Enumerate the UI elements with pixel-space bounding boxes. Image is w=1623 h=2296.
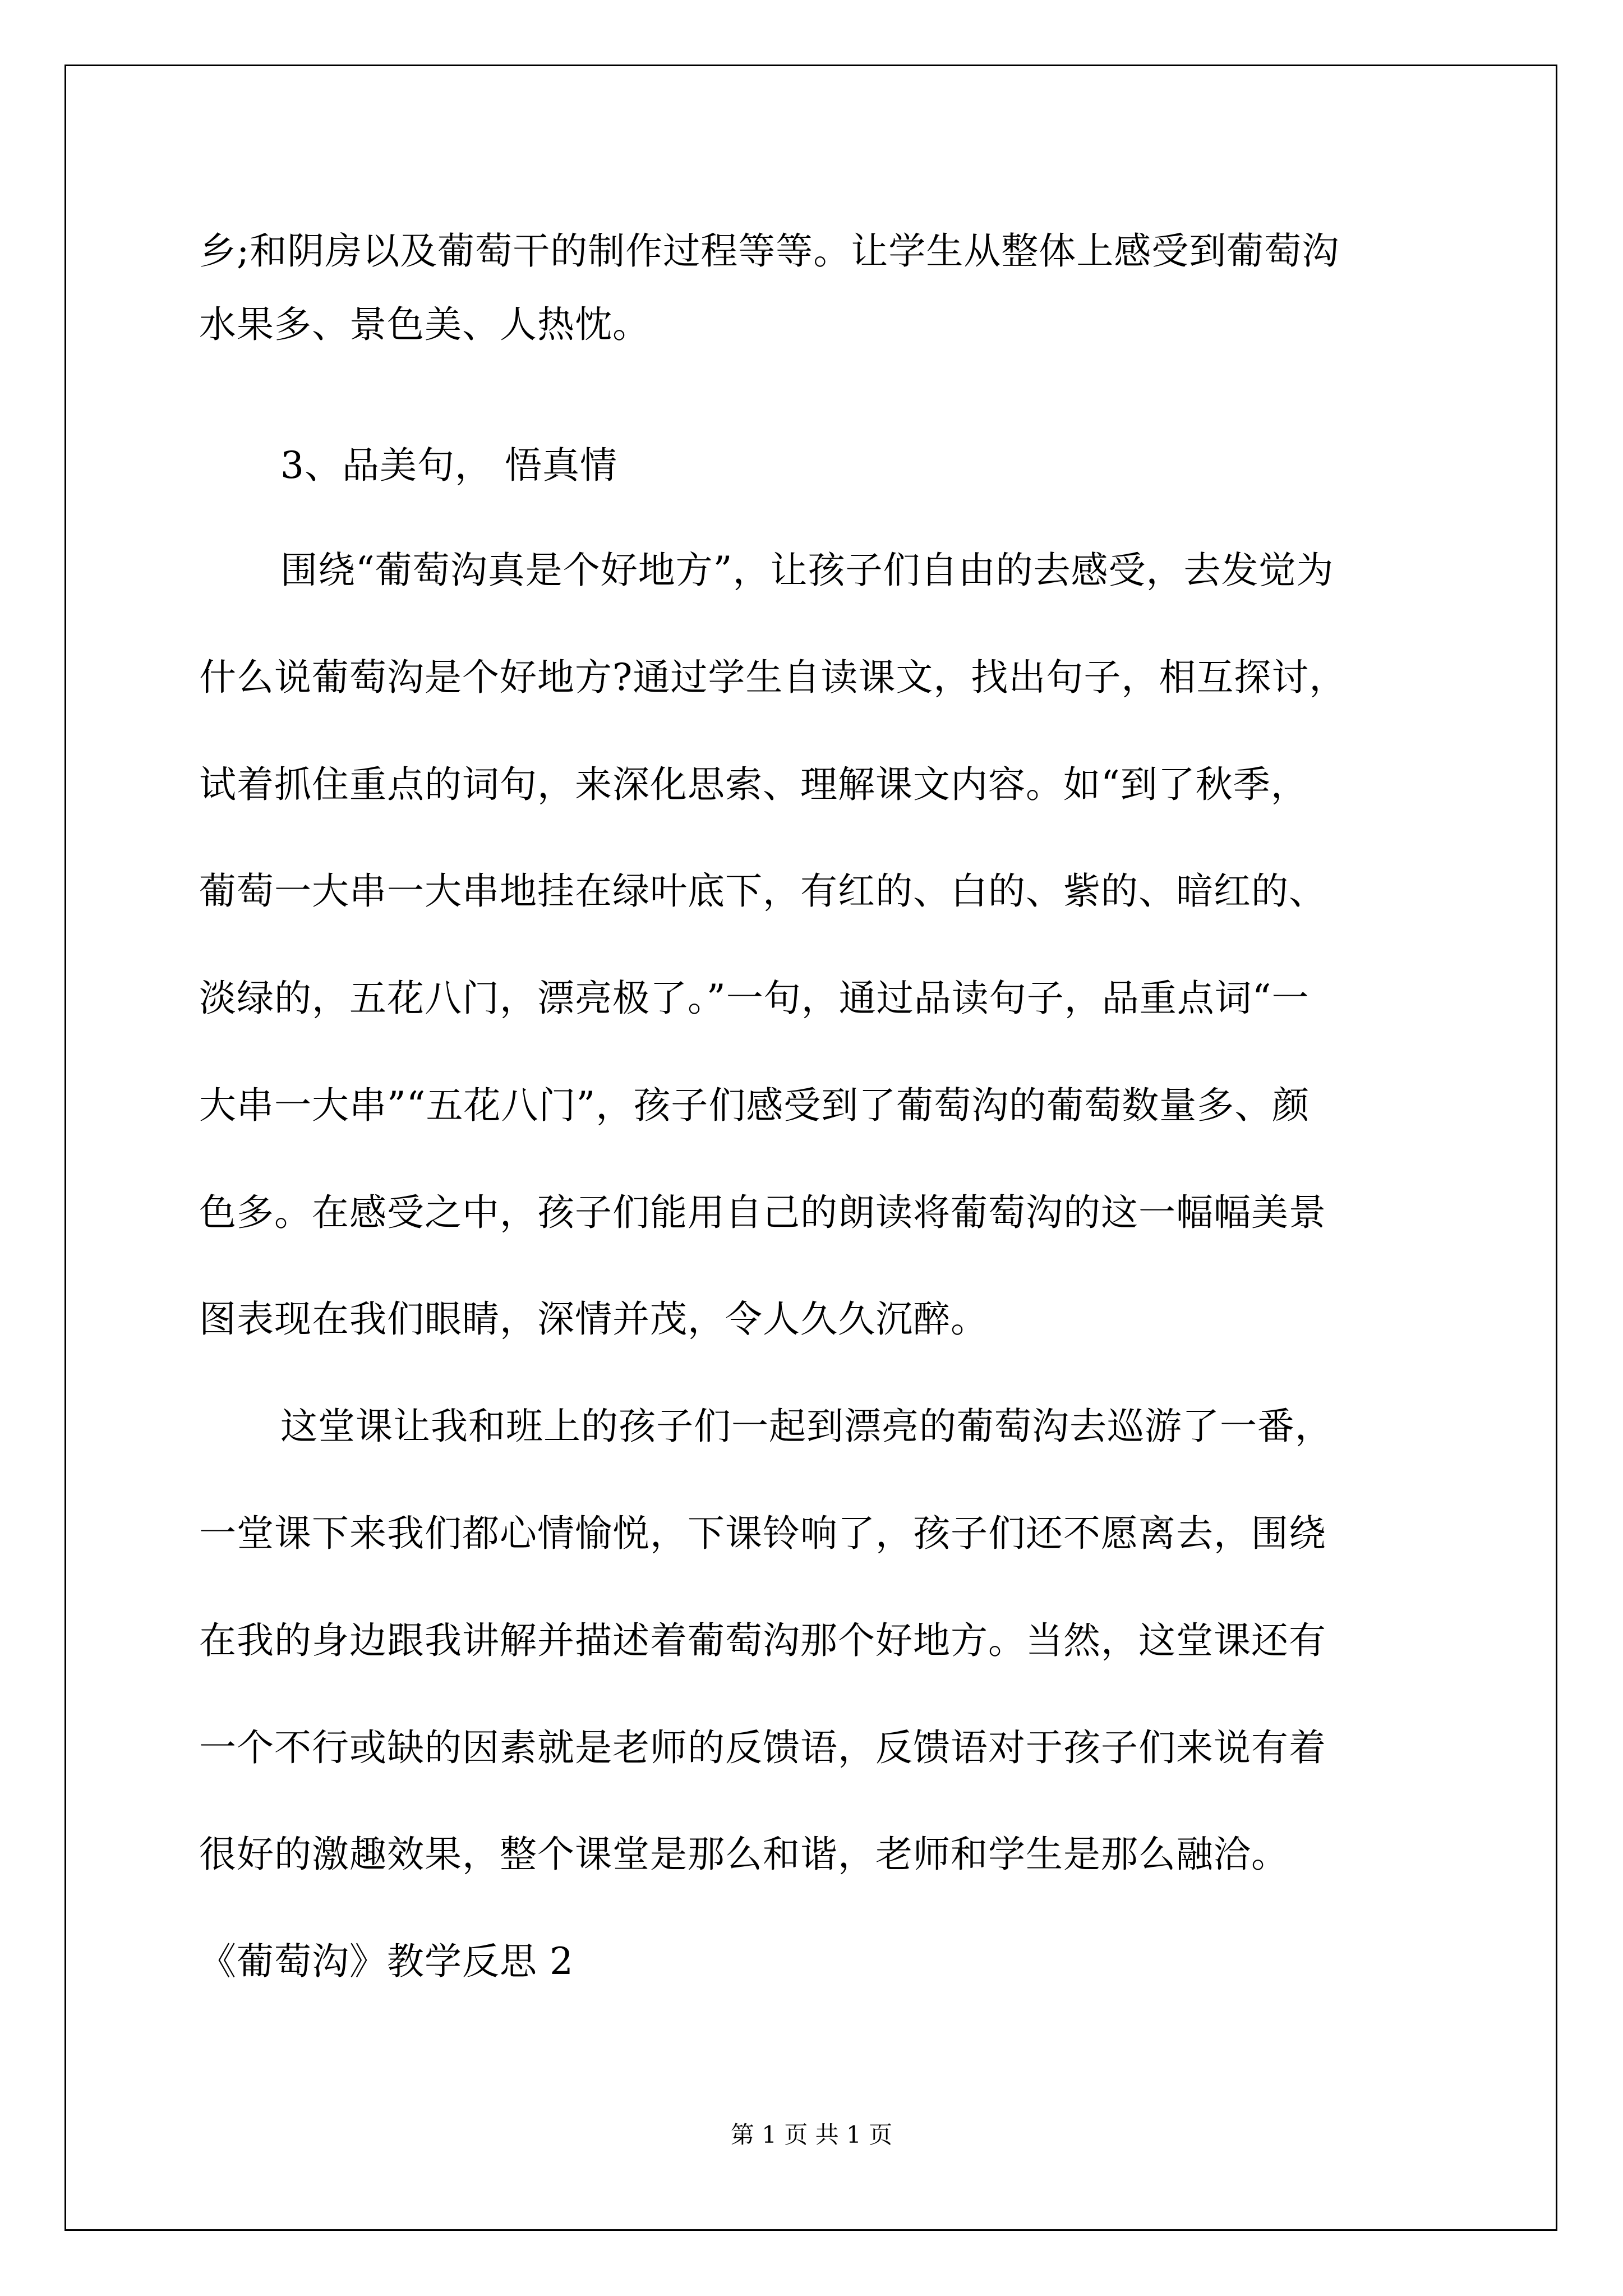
body-text-line: 围绕“葡萄沟真是个好地方”，让孩子们自由的去感受，去发觉为 xyxy=(280,549,1334,592)
body-text-line: 在我的身边跟我讲解并描述着葡萄沟那个好地方。当然，这堂课还有 xyxy=(199,1619,1326,1662)
body-text-line: 水果多、景色美、人热忱。 xyxy=(199,303,650,346)
document-title: 《葡萄沟》教学反思 2 xyxy=(199,1940,574,1983)
body-text-line: 一个不行或缺的因素就是老师的反馈语，反馈语对于孩子们来说有着 xyxy=(199,1726,1326,1769)
body-text-line: 什么说葡萄沟是个好地方?通过学生自读课文，找出句子，相互探讨， xyxy=(199,656,1347,699)
body-text-line: 色多。在感受之中，孩子们能用自己的朗读将葡萄沟的这一幅幅美景 xyxy=(199,1191,1326,1234)
page-footer: 第 1 页 共 1 页 xyxy=(730,2121,893,2148)
body-text-line: 葡萄一大串一大串地挂在绿叶底下，有红的、白的、紫的、暗红的、 xyxy=(199,869,1326,913)
body-text-line: 试着抓住重点的词句，来深化思索、理解课文内容。如“到了秋季， xyxy=(199,763,1308,806)
body-text-line: 淡绿的，五花八门，漂亮极了。”一句，通过品读句子，品重点词“一 xyxy=(199,977,1310,1020)
section-heading: 3、品美句， 悟真情 xyxy=(280,444,617,487)
body-text-line: 乡;和阴房以及葡萄干的制作过程等等。让学生从整体上感受到葡萄沟 xyxy=(199,229,1340,273)
body-text-line: 图表现在我们眼睛，深情并茂，令人久久沉醉。 xyxy=(199,1297,988,1341)
body-text-line: 大串一大串”“五花八门”，孩子们感受到了葡萄沟的葡萄数量多、颜 xyxy=(199,1084,1310,1127)
page-border xyxy=(64,65,1557,2231)
body-text-line: 很好的激趣效果，整个课堂是那么和谐，老师和学生是那么融洽。 xyxy=(199,1833,1289,1876)
body-text-line: 一堂课下来我们都心情愉悦，下课铃响了，孩子们还不愿离去，围绕 xyxy=(199,1512,1326,1555)
body-text-line: 这堂课让我和班上的孩子们一起到漂亮的葡萄沟去巡游了一番， xyxy=(280,1405,1332,1448)
